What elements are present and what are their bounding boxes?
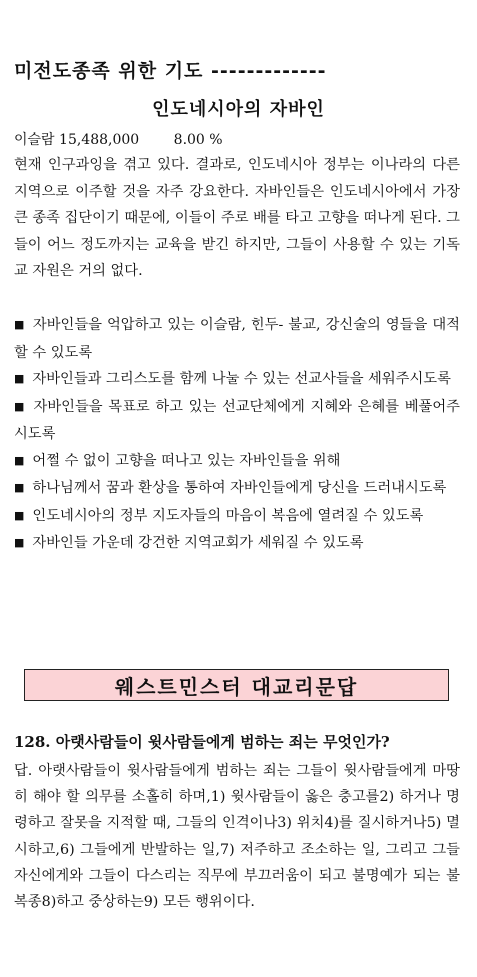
square-bullet-icon: ■ bbox=[14, 372, 25, 385]
prayer-item: ■ 어쩔 수 없이 고향을 떠나고 있는 자바인들을 위해 bbox=[14, 452, 341, 469]
people-group-description: 현재 인구과잉을 겪고 있다. 결과로, 인도네시아 정부는 이나라의 다른 지역으로 이주할 것을 자주 강요한다. 자바인들은 인도네시아에서 가장 큰 종족 집단이기 때문에, 이들이 주로 배를 타고 고향을 떠나게 된다. 그들이 어느 정도까지는 교육을 받긴 하지만, 그들이 사용할 수 있는 기독교 자원은 거의 없다. bbox=[14, 157, 460, 279]
percent-value: 8.00 % bbox=[173, 132, 223, 148]
square-bullet-icon: ■ bbox=[14, 508, 25, 522]
prayer-item: ■ 자바인들 가운데 강건한 지역교회가 세워질 수 있도록 bbox=[14, 535, 364, 551]
page-header: 미전도종족 위한 기도 ------------- bbox=[14, 60, 327, 82]
people-group-stats bbox=[14, 129, 223, 149]
prayer-item: ■ 인도네시아의 정부 지도자들의 마음이 복음에 열려질 수 있도록 bbox=[14, 507, 424, 524]
catechism-question: 128. 아랫사람들이 윗사람들에게 범하는 죄는 무엇인가? bbox=[14, 733, 390, 751]
population-value: 15,488,000 bbox=[59, 132, 140, 148]
people-group-title: 인도네시아의 자바인 bbox=[152, 99, 325, 120]
square-bullet-icon: ■ bbox=[14, 481, 25, 494]
square-bullet-icon: ■ bbox=[14, 453, 25, 467]
square-bullet-icon: ■ bbox=[14, 318, 25, 331]
prayer-item: ■ 하나님께서 꿈과 환상을 통하여 자바인들에게 당신을 드러내시도록 bbox=[14, 480, 447, 496]
prayer-item: ■ 자바인들을 억압하고 있는 이슬람, 힌두- 불교, 강신술의 영들을 대적할 수 있도록 bbox=[14, 317, 460, 361]
prayer-item: ■ 자바인들과 그리스도를 함께 나눌 수 있는 선교사들을 세워주시도록 bbox=[14, 371, 451, 387]
prayer-item: ■ 자바인들을 목표로 하고 있는 선교단체에게 지혜와 은혜를 베풀어주시도록 bbox=[14, 398, 460, 442]
catechism-answer: 답. 아랫사람들이 윗사람들에게 범하는 죄는 그들이 윗사람들에게 마땅히 해야 할 의무를 소홀히 하며,1) 윗사람들이 옳은 충고를2) 하거나 명령하고 잘못을 지적할 때, 그들의 인격이나3) 위치4)를 질시하거나5) 멸시하고,6) 그들에게 반발하는 일,7) 저주하고 조소하는 일, 그리고 그들 자신에게와 그들이 다스리는 직무에 부끄러움이 되고 불명예가 되는 불복종8)하고 중상하는9) 모든 행위이다. bbox=[14, 763, 460, 911]
religion-label: 이슬람 bbox=[14, 132, 55, 148]
prayer-list bbox=[14, 312, 460, 558]
square-bullet-icon: ■ bbox=[14, 536, 25, 549]
catechism-banner: 웨스트민스터 대교리문답 bbox=[24, 669, 449, 701]
square-bullet-icon: ■ bbox=[14, 399, 26, 413]
